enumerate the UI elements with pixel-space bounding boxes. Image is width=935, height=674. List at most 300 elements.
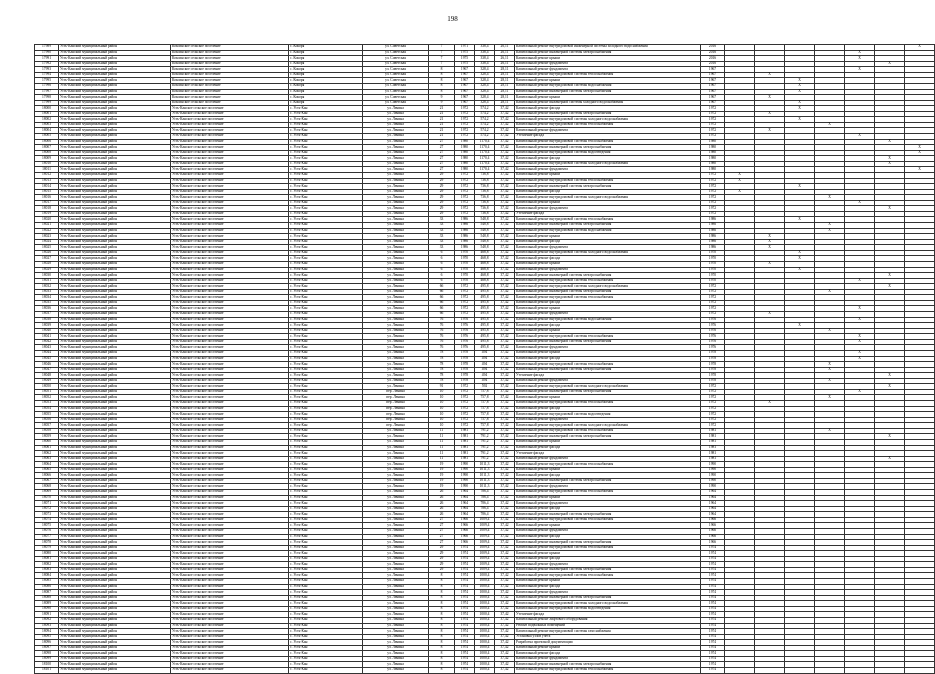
cell-settlement: Усть-Канское сельское поселение <box>171 651 289 657</box>
cell-year: 1986 <box>455 239 475 245</box>
cell-settlement: Усть-Канское сельское поселение <box>171 306 289 312</box>
cell-locality: с. Усть-Кан <box>289 595 363 601</box>
cell-settlement: Усть-Канское сельское поселение <box>171 245 289 251</box>
cell-m3: X <box>785 267 815 273</box>
cell-id: 18092 <box>35 617 59 623</box>
cell-area: 1000,4 <box>475 579 495 585</box>
cell-street: ул. Ленина <box>363 584 429 590</box>
cell-plan-year: 1978 <box>701 362 725 368</box>
cell-municipality: Усть-Канский муниципальный район <box>59 367 171 373</box>
cell-municipality: Усть-Канский муниципальный район <box>59 189 171 195</box>
cell-house: 8 <box>429 573 455 579</box>
cell-plan-year: 1972 <box>701 117 725 123</box>
cell-m2: X <box>755 312 785 318</box>
cell-settlement: Усть-Канское сельское поселение <box>171 417 289 423</box>
cell-id: 18075 <box>35 523 59 529</box>
cell-locality: с. Усть-Кан <box>289 234 363 240</box>
cell-settlement: Коксинское сельское поселение <box>171 50 289 56</box>
cell-year: 1980 <box>455 150 475 156</box>
cell-share: 37,42 <box>495 106 515 112</box>
cell-work-type: Капитальный ремонт внутридомовой системы теплоснабжения <box>515 490 701 496</box>
cell-share: 37,42 <box>495 245 515 251</box>
cell-work-type: Установка узлов учета <box>515 634 701 640</box>
cell-house: 27 <box>429 534 455 540</box>
cell-locality: с. Усть-Кан <box>289 523 363 529</box>
cell-share: 28,11 <box>495 95 515 101</box>
cell-id: 18042 <box>35 339 59 345</box>
cell-year: 1966 <box>455 528 475 534</box>
cell-area: 1170,4 <box>475 161 495 167</box>
cell-m2: X <box>755 234 785 240</box>
cell-locality: с. Усть-Кан <box>289 267 363 273</box>
cell-share: 37,42 <box>495 456 515 462</box>
cell-locality: с. Усть-Кан <box>289 178 363 184</box>
cell-municipality: Усть-Канский муниципальный район <box>59 617 171 623</box>
cell-settlement: Усть-Канское сельское поселение <box>171 423 289 429</box>
cell-area: 1000,4 <box>475 629 495 635</box>
cell-street: ул. Ленина <box>363 306 429 312</box>
cell-municipality: Усть-Канский муниципальный район <box>59 579 171 585</box>
cell-settlement: Усть-Канское сельское поселение <box>171 295 289 301</box>
cell-plan-year: 1972 <box>701 200 725 206</box>
cell-area: 1000,4 <box>475 656 495 662</box>
cell-settlement: Коксинское сельское поселение <box>171 89 289 95</box>
cell-share: 37,42 <box>495 590 515 596</box>
cell-municipality: Усть-Канский муниципальный район <box>59 629 171 635</box>
cell-share: 37,42 <box>495 289 515 295</box>
cell-locality: с. Кокоря <box>289 95 363 101</box>
cell-work-type: Капитальный ремонт крыши <box>515 495 701 501</box>
cell-work-type: Капитальный ремонт крыши <box>515 78 701 84</box>
cell-work-type: Капитальный ремонт фундамента <box>515 456 701 462</box>
cell-street: ул. Ленина <box>363 556 429 562</box>
cell-year: 1975 <box>455 61 475 67</box>
cell-municipality: Усть-Канский муниципальный район <box>59 473 171 479</box>
cell-locality: с. Усть-Кан <box>289 573 363 579</box>
cell-house: 11 <box>429 428 455 434</box>
cell-work-type: Капитальный ремонт крыши <box>515 350 701 356</box>
cell-house: 78 <box>429 373 455 379</box>
cell-m3: X <box>785 100 815 106</box>
cell-work-type: Капитальный ремонт внутридомовой системы теплоснабжения <box>515 362 701 368</box>
cell-year: 1972 <box>455 395 475 401</box>
cell-house: 66 <box>429 284 455 290</box>
cell-municipality: Усть-Канский муниципальный район <box>59 345 171 351</box>
cell-locality: с. Кокоря <box>289 83 363 89</box>
cell-area: 495,8 <box>475 328 495 334</box>
cell-settlement: Усть-Канское сельское поселение <box>171 573 289 579</box>
cell-plan-year: 1974 <box>701 601 725 607</box>
cell-plan-year: 1972 <box>701 111 725 117</box>
cell-settlement: Коксинское сельское поселение <box>171 95 289 101</box>
cell-settlement: Усть-Канское сельское поселение <box>171 156 289 162</box>
cell-id: 18007 <box>35 145 59 151</box>
cell-year: 1966 <box>455 523 475 529</box>
cell-municipality: Усть-Канский муниципальный район <box>59 534 171 540</box>
cell-share: 37,42 <box>495 473 515 479</box>
cell-street: ул. Ленина <box>363 284 429 290</box>
cell-plan-year: 1964 <box>701 495 725 501</box>
cell-work-type: Капитальный ремонт инженерной системы электроснабжения <box>515 567 701 573</box>
cell-house: 27 <box>429 528 455 534</box>
cell-area: 1009,4 <box>475 528 495 534</box>
cell-area: 495,8 <box>475 339 495 345</box>
cell-house: 26 <box>429 495 455 501</box>
cell-year: 1974 <box>455 562 475 568</box>
cell-id: 18062 <box>35 451 59 457</box>
cell-municipality: Усть-Канский муниципальный район <box>59 350 171 356</box>
cell-m2: X <box>755 72 785 78</box>
cell-work-type: Капитальный ремонт крыши <box>515 467 701 473</box>
cell-street: ул. Ленина <box>363 323 429 329</box>
cell-locality: с. Усть-Кан <box>289 417 363 423</box>
cell-share: 37,42 <box>495 528 515 534</box>
cell-work-type: Капитальный ремонт внутридомовой системы теплоснабжения <box>515 573 701 579</box>
cell-share: 37,42 <box>495 334 515 340</box>
cell-year: 1972 <box>455 306 475 312</box>
cell-area: 548,8 <box>475 239 495 245</box>
cell-settlement: Усть-Канское сельское поселение <box>171 206 289 212</box>
cell-id: 18082 <box>35 562 59 568</box>
cell-municipality: Усть-Канский муниципальный район <box>59 540 171 546</box>
cell-house: 8 <box>429 668 455 674</box>
cell-settlement: Усть-Канское сельское поселение <box>171 106 289 112</box>
cell-area: 786,4 <box>475 506 495 512</box>
cell-street: ул. Ленина <box>363 567 429 573</box>
cell-id: 18058 <box>35 428 59 434</box>
cell-share: 37,42 <box>495 267 515 273</box>
cell-id: 18095 <box>35 634 59 640</box>
cell-municipality: Усть-Канский муниципальный район <box>59 45 171 51</box>
cell-plan-year: 1986 <box>701 223 725 229</box>
cell-work-type: Капитальный ремонт фундамента <box>515 656 701 662</box>
cell-house: 76 <box>429 328 455 334</box>
cell-year: 1974 <box>455 656 475 662</box>
cell-area: 791,2 <box>475 428 495 434</box>
cell-locality: с. Усть-Кан <box>289 128 363 134</box>
cell-settlement: Усть-Канское сельское поселение <box>171 451 289 457</box>
cell-id: 18072 <box>35 506 59 512</box>
cell-municipality: Усть-Канский муниципальный район <box>59 634 171 640</box>
cell-locality: с. Усть-Кан <box>289 590 363 596</box>
cell-plan-year: 1967 <box>701 89 725 95</box>
cell-m4: X <box>815 428 845 434</box>
cell-work-type: Капитальный ремонт инженерной системы электроснабжения <box>515 478 701 484</box>
cell-area: 1000,4 <box>475 645 495 651</box>
cell-area: 574,2 <box>475 122 495 128</box>
cell-m5: X <box>845 350 875 356</box>
cell-area: 494 <box>475 350 495 356</box>
cell-house: 11 <box>429 445 455 451</box>
cell-area: 548,8 <box>475 245 495 251</box>
cell-plan-year: 1972 <box>701 284 725 290</box>
cell-work-type: Капитальный ремонт внутридомовой системы теплоснабжения <box>515 428 701 434</box>
cell-house: 76 <box>429 323 455 329</box>
cell-plan-year: 2016 <box>701 45 725 51</box>
cell-house: 8 <box>429 634 455 640</box>
cell-house: 8 <box>429 584 455 590</box>
cell-street: ул. Ленина <box>363 495 429 501</box>
cell-house: 21 <box>429 134 455 140</box>
cell-share: 37,42 <box>495 356 515 362</box>
cell-settlement: Коксинское сельское поселение <box>171 83 289 89</box>
cell-work-type: Капитальный ремонт фасада <box>515 584 701 590</box>
cell-street: ул. Ленина <box>363 517 429 523</box>
cell-year: 1980 <box>455 145 475 151</box>
cell-id: 18051 <box>35 389 59 395</box>
cell-locality: с. Усть-Кан <box>289 434 363 440</box>
cell-id: 18091 <box>35 612 59 618</box>
cell-settlement: Усть-Канское сельское поселение <box>171 378 289 384</box>
cell-plan-year: 1981 <box>701 428 725 434</box>
cell-house: 29 <box>429 189 455 195</box>
cell-year: 1986 <box>455 217 475 223</box>
cell-locality: с. Усть-Кан <box>289 117 363 123</box>
cell-plan-year: 1978 <box>701 373 725 379</box>
cell-share: 37,42 <box>495 189 515 195</box>
cell-area: 786,4 <box>475 495 495 501</box>
cell-plan-year: 1980 <box>701 167 725 173</box>
cell-municipality: Усть-Канский муниципальный район <box>59 106 171 112</box>
cell-plan-year: 1976 <box>701 323 725 329</box>
cell-street: ул. Ленина <box>363 223 429 229</box>
cell-year: 1976 <box>455 334 475 340</box>
cell-share: 37,42 <box>495 412 515 418</box>
cell-street: ул. Ленина <box>363 278 429 284</box>
cell-work-type: Капитальный ремонт крыши <box>515 645 701 651</box>
cell-work-type: Капитальный ремонт внутридомовой системы холодного водоснабжения <box>515 384 701 390</box>
cell-street: ул. Ленина <box>363 629 429 635</box>
cell-year: 1970 <box>455 278 475 284</box>
cell-locality: с. Усть-Кан <box>289 134 363 140</box>
cell-m4: X <box>815 195 845 201</box>
cell-municipality: Усть-Канский муниципальный район <box>59 61 171 67</box>
cell-work-type: Утепление фасада <box>515 373 701 379</box>
cell-plan-year: 1974 <box>701 562 725 568</box>
cell-settlement: Усть-Канское сельское поселение <box>171 406 289 412</box>
cell-area: 468,8 <box>475 267 495 273</box>
cell-municipality: Усть-Канский муниципальный район <box>59 195 171 201</box>
cell-m5: X <box>845 134 875 140</box>
cell-plan-year: 1972 <box>701 423 725 429</box>
cell-street: ул. Ленина <box>363 478 429 484</box>
cell-street: ул. Ленина <box>363 428 429 434</box>
cell-id: 18065 <box>35 467 59 473</box>
cell-year: 1972 <box>455 106 475 112</box>
cell-work-type: Капитальный ремонт инженерной системы электроснабжения <box>515 389 701 395</box>
cell-year: 1974 <box>455 567 475 573</box>
cell-settlement: Усть-Канское сельское поселение <box>171 256 289 262</box>
cell-locality: с. Усть-Кан <box>289 395 363 401</box>
cell-plan-year: 1972 <box>701 289 725 295</box>
cell-m6: X <box>875 156 905 162</box>
cell-municipality: Усть-Канский муниципальный район <box>59 623 171 629</box>
cell-locality: с. Усть-Кан <box>289 668 363 674</box>
cell-settlement: Коксинское сельское поселение <box>171 45 289 51</box>
cell-id: 18040 <box>35 328 59 334</box>
cell-street: ул. Ленина <box>363 451 429 457</box>
cell-plan-year: 1974 <box>701 567 725 573</box>
cell-locality: с. Усть-Кан <box>289 423 363 429</box>
cell-year: 1976 <box>455 317 475 323</box>
cell-house: 26 <box>429 490 455 496</box>
cell-share: 26,11 <box>495 45 515 51</box>
cell-municipality: Усть-Канский муниципальный район <box>59 401 171 407</box>
cell-house: 8 <box>429 645 455 651</box>
cell-id: 18086 <box>35 584 59 590</box>
cell-area: 1011,3 <box>475 467 495 473</box>
cell-work-type: Капитальный ремонт внутридомовой системы водоотведения <box>515 150 701 156</box>
cell-share: 37,42 <box>495 134 515 140</box>
cell-municipality: Усть-Канский муниципальный район <box>59 139 171 145</box>
cell-id: 18033 <box>35 289 59 295</box>
cell-id: 18077 <box>35 534 59 540</box>
cell-m4: X <box>815 367 845 373</box>
cell-share: 37,42 <box>495 172 515 178</box>
cell-work-type: Капитальный ремонт внутридомовой системы газоснабжения <box>515 629 701 635</box>
cell-work-type: Капитальный ремонт крыши <box>515 306 701 312</box>
cell-year: 1976 <box>455 345 475 351</box>
cell-settlement: Усть-Канское сельское поселение <box>171 228 289 234</box>
table-row <box>35 668 935 674</box>
cell-id: 18020 <box>35 217 59 223</box>
cell-settlement: Усть-Канское сельское поселение <box>171 428 289 434</box>
cell-house: 8 <box>429 601 455 607</box>
cell-street: ул. Ленина <box>363 540 429 546</box>
cell-year: 1980 <box>455 139 475 145</box>
cell-house: 6 <box>429 261 455 267</box>
cell-street: ул. Ленина <box>363 273 429 279</box>
cell-share: 37,42 <box>495 623 515 629</box>
cell-settlement: Усть-Канское сельское поселение <box>171 339 289 345</box>
cell-area: 1000,4 <box>475 606 495 612</box>
cell-year: 1972 <box>455 211 475 217</box>
cell-id: 18088 <box>35 595 59 601</box>
cell-share: 37,42 <box>495 161 515 167</box>
cell-locality: с. Усть-Кан <box>289 223 363 229</box>
cell-house: 26 <box>429 506 455 512</box>
cell-house: 8 <box>429 629 455 635</box>
cell-id: 18067 <box>35 478 59 484</box>
cell-m5: X <box>845 200 875 206</box>
cell-municipality: Усть-Канский муниципальный район <box>59 122 171 128</box>
cell-share: 37,42 <box>495 195 515 201</box>
cell-work-type: Утепление фасада <box>515 451 701 457</box>
cell-m3 <box>785 668 815 674</box>
cell-plan-year: 1986 <box>701 245 725 251</box>
cell-id: 18028 <box>35 261 59 267</box>
cell-share: 37,42 <box>495 584 515 590</box>
cell-plan-year: 1974 <box>701 595 725 601</box>
cell-plan-year: 1976 <box>701 345 725 351</box>
cell-area: 757,8 <box>475 423 495 429</box>
cell-settlement: Усть-Канское сельское поселение <box>171 606 289 612</box>
cell-id: 18037 <box>35 312 59 318</box>
cell-id: 18038 <box>35 317 59 323</box>
cell-id: 18021 <box>35 223 59 229</box>
cell-year: 1972 <box>455 284 475 290</box>
cell-plan-year: 1972 <box>701 172 725 178</box>
cell-area: 494 <box>475 356 495 362</box>
cell-municipality: Усть-Канский муниципальный район <box>59 567 171 573</box>
cell-plan-year: 1990 <box>701 484 725 490</box>
cell-house: 29 <box>429 545 455 551</box>
cell-plan-year: 1986 <box>701 228 725 234</box>
cell-plan-year: 1972 <box>701 306 725 312</box>
cell-locality: с. Усть-Кан <box>289 156 363 162</box>
cell-m3: X <box>785 323 815 329</box>
cell-municipality: Усть-Канский муниципальный район <box>59 478 171 484</box>
cell-plan-year: 1990 <box>701 462 725 468</box>
cell-locality: с. Кокоря <box>289 72 363 78</box>
cell-share: 37,42 <box>495 111 515 117</box>
cell-id: 18032 <box>35 284 59 290</box>
cell-work-type: Утепление фасада <box>515 211 701 217</box>
cell-plan-year: 1978 <box>701 350 725 356</box>
cell-m5: X <box>845 334 875 340</box>
cell-year: 1967 <box>455 83 475 89</box>
cell-settlement: Усть-Канское сельское поселение <box>171 395 289 401</box>
cell-municipality: Усть-Канский муниципальный район <box>59 334 171 340</box>
cell-share: 37,42 <box>495 373 515 379</box>
cell-year: 1974 <box>455 545 475 551</box>
cell-area: 1000,4 <box>475 590 495 596</box>
cell-settlement: Усть-Канское сельское поселение <box>171 595 289 601</box>
cell-plan-year: 1972 <box>701 401 725 407</box>
cell-municipality: Усть-Канский муниципальный район <box>59 556 171 562</box>
cell-id: 17994 <box>35 72 59 78</box>
cell-locality: с. Усть-Кан <box>289 328 363 334</box>
cell-house: 6 <box>429 267 455 273</box>
cell-work-type: Утепление фасада <box>515 612 701 618</box>
cell-house: 66 <box>429 300 455 306</box>
cell-house: 27 <box>429 156 455 162</box>
cell-work-type: Капитальный ремонт фундамента <box>515 417 701 423</box>
cell-municipality: Усть-Канский муниципальный район <box>59 439 171 445</box>
cell-year: 1980 <box>455 156 475 162</box>
cell-work-type: Капитальный ремонт внутридомовой системы водоотведения <box>515 606 701 612</box>
cell-house: 33 <box>429 245 455 251</box>
cell-id: 17993 <box>35 67 59 73</box>
cell-house: 8 <box>429 662 455 668</box>
cell-street: ул. Ленина <box>363 640 429 646</box>
cell-area: 757,8 <box>475 395 495 401</box>
cell-m6: X <box>875 161 905 167</box>
cell-area: 592 <box>475 384 495 390</box>
cell-work-type: Капитальный ремонт фундамента <box>515 167 701 173</box>
cell-m2: X <box>755 95 785 101</box>
cell-year: 1978 <box>455 356 475 362</box>
cell-work-type: Капитальный ремонт внутридомовой системы водоотведения <box>515 412 701 418</box>
cell-plan-year: 1980 <box>701 145 725 151</box>
cell-street: ул. Ленина <box>363 172 429 178</box>
cell-settlement: Усть-Канское сельское поселение <box>171 122 289 128</box>
cell-work-type: Капитальный ремонт фасада <box>515 106 701 112</box>
cell-share: 37,42 <box>495 579 515 585</box>
cell-locality: с. Усть-Кан <box>289 406 363 412</box>
cell-area: 1009,4 <box>475 545 495 551</box>
cell-street: ул. Советская <box>363 67 429 73</box>
cell-m3: X <box>785 117 815 123</box>
cell-area: 1000,4 <box>475 617 495 623</box>
cell-work-type: Капитальный ремонт крыши <box>515 523 701 529</box>
cell-year: 1981 <box>455 445 475 451</box>
cell-plan-year: 1967 <box>701 78 725 84</box>
cell-plan-year: 1972 <box>701 412 725 418</box>
cell-share: 37,42 <box>495 156 515 162</box>
cell-area: 548,8 <box>475 223 495 229</box>
cell-municipality: Усть-Канский муниципальный район <box>59 606 171 612</box>
